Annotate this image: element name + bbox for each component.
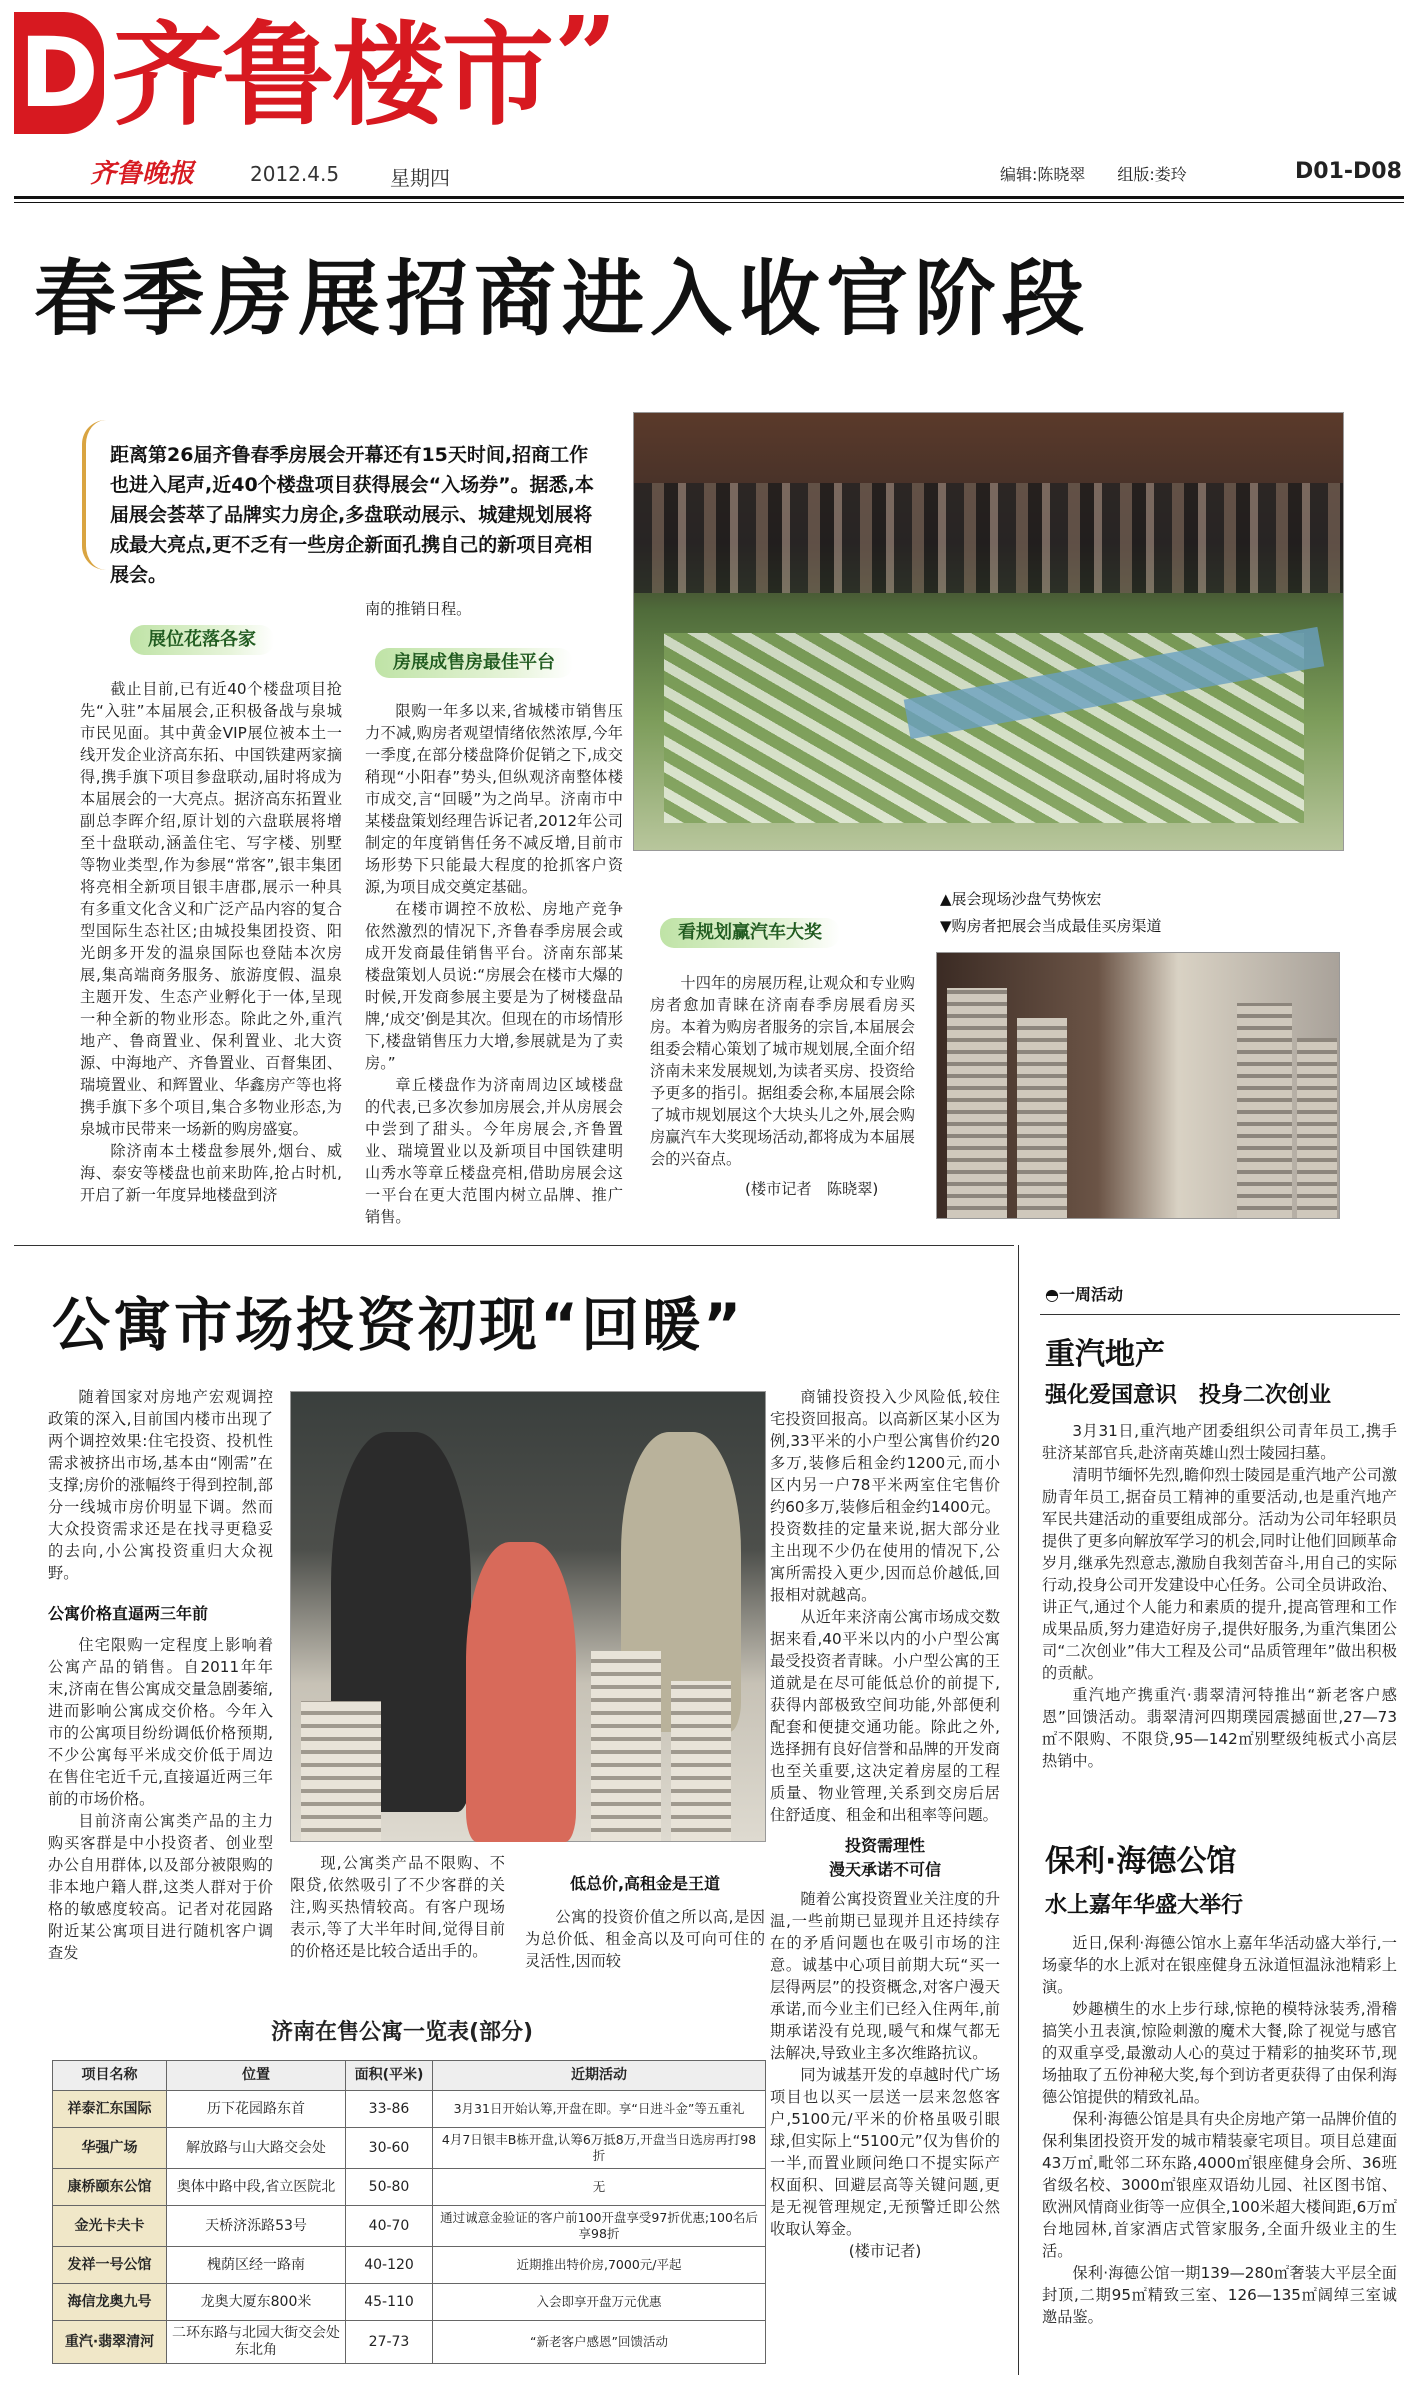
table-row [53,2091,766,2128]
building-model [671,1681,731,1841]
table-row [53,2284,766,2321]
table-row [53,2321,766,2364]
table-cell: “新老客户感恩”回馈活动 [433,2321,766,2364]
paragraph: 妙趣横生的水上步行球,惊艳的模特泳装秀,滑稽搞笑小丑表演,惊险刺激的魔术大餐,除了视觉与感官的双重享受,最激动人心的莫过于精彩的抽奖环节,现场抽取了五份神秘大奖,每个到访者更获得了由保利海德公馆提供的精致礼品。 [1042,2000,1397,2106]
table-cell: 无 [433,2169,766,2206]
table-header-cell: 项目名称 [53,2061,167,2091]
apartment-column-3 [525,1872,765,1972]
masthead-logo: D [14,12,104,134]
issue-weekday: 星期四 [390,166,450,190]
apartment-column-4 [770,1386,1000,2262]
sidebar-heading-2: 保利·海德公馆 [1045,1844,1237,1879]
table-header-cell: 面积(平米) [346,2061,433,2091]
paragraph: 商铺投资投入少风险低,较住宅投资回报高。以高新区某小区为例,33平米的小户型公寓售价约20多万,装修后租金约1200元,而小区内另一户78平米两室住宅售价约60多万,装修后租金约1400元。投资数挂的定量来说,据大部分业主出现不少仍在使用的情况下,公寓所需投入更少,因而总价越低,回报相对就越高。 [770,1388,1000,1604]
section-tag-car-prize: 看规划赢汽车大奖 [660,918,840,948]
table-cell: 40-120 [346,2247,433,2284]
top-column-1 [80,678,342,1206]
sidebar-tag [1045,1283,1123,1307]
lead-brace-decoration [82,420,106,570]
paragraph: 近日,保利·海德公馆水上嘉年华活动盛大举行,一场豪华的水上派对在银座健身五泳道恒温泳池精彩上演。 [1042,1934,1397,1996]
paragraph: 保利·海德公馆是具有央企房地产第一品牌价值的保利集团投资开发的城市精装豪宅项目。项目总建面43万㎡,毗邻二环东路,4000㎡银座健身会所、36班省级名校、3000㎡银座双语幼儿园、社区图书馆、欧洲风情商业街等一应俱全,100米超大楼间距,6万㎡台地园林,首家酒店式管家服务,全面升级业主的生活。 [1042,2110,1397,2260]
table-cell: 槐荫区经一路南 [167,2247,346,2284]
paragraph: 除济南本土楼盘参展外,烟台、威海、泰安等楼盘也前来助阵,抢占时机,开启了新一年度异地楼盘到济 [80,1142,342,1204]
sidebar-story-1 [1042,1420,1397,1772]
subheading-promises: 漫天承诺不可信 [828,1860,941,1879]
table-cell: 天桥济泺路53号 [167,2206,346,2247]
table-cell: 历下花园路东首 [167,2091,346,2128]
paragraph: 截止目前,已有近40个楼盘项目抢先“入驻”本届展会,正积极备战与泉城市民见面。其中黄金VIP展位被本土一线开发企业济高东拓、中国铁建两家摘得,携手旗下项目参盘联动,届时将成为本届展会的一大亮点。据济高东拓置业副总李晖介绍,原计划的六盘联展将增至十盘联动,涵盖住宅、写字楼、别墅等物业类型,作为参展“常客”,银丰集团将亮相全新项目银丰唐郡,展示一种具有多重文化含义和广泛产品内容的复合型国际生态社区;由城投集团投资、阳光朗多开发的温泉国际也登陆本次房展,集高端商务服务、旅游度假、温泉主题开发、生态产业孵化于一体,呈现一种全新的物业形态。除此之外,重汽地产、鲁商置业、保利置业、北大资源、中海地产、齐鲁置业、百督集团、瑞境置业、和辉置业、华鑫房产等也将携手旗下多个项目,集合多物业形态,为泉城市民带来一场新的购房盛宴。 [80,680,342,1138]
sidebar-heading-1: 重汽地产 [1045,1337,1165,1372]
sidebar-divider [1040,1314,1400,1315]
subheading-rational: 投资需理性 [844,1836,925,1855]
sidebar-subheading-2: 水上嘉年华盛大举行 [1045,1893,1244,1918]
table-cell: 重汽·翡翠清河 [53,2321,167,2364]
paragraph: 同为诚基开发的卓越时代广场项目也以买一层送一层来忽悠客户,5100元/平米的价格虽吸引眼球,但实际上“5100元”仅为售价的一半,而置业顾问绝口不提实际产权面积、回避层高等关键问题,更是无视管理规定,无预警迁即公然收取认筹金。 [770,2066,1000,2238]
masthead-title: 齐鲁楼市 [112,11,552,141]
paragraph: 住宅限购一定程度上影响着公寓产品的销售。自2011年年末,济南在售公寓成交量急剧萎缩,进而影响公寓成交价格。今年入市的公寓项目纷纷调低价格预期,不少公寓每平米成交价低于周边在售住宅近千元,直接逼近两三年前的市场价格。 [48,1636,273,1808]
apartment-column-1 [48,1386,273,1964]
sidebar-tag-icon: ◓ [1045,1285,1059,1304]
editor-credit: 编辑:陈晓翠 组版:娄玲 [1000,165,1187,184]
paragraph: 限购一年多以来,省城楼市销售压力不减,购房者观望情绪依然浓厚,今年一季度,在部分楼盘降价促销之下,成交稍现“小阳春”势头,但纵观济南整体楼市成交,言“回暖”为之尚早。济南市中某楼盘策划经理告诉记者,2012年公司制定的年度销售任务不减反增,目前市场形势下只能最大程度的抢抓客户资源,为项目成交奠定基础。 [365,702,623,896]
crowd-figure [634,483,1343,593]
byline: (楼市记者 陈晓翠) [745,1180,879,1198]
paragraph: 重汽地产携重汽·翡翠清河特推出“新老客户感恩”回馈活动。翡翠清河四期璞园震撼面世,27—73㎡不限购、不限贷,95—142㎡别墅级纯板式小高层热销中。 [1042,1686,1397,1770]
top-column-2 [365,700,623,1228]
expo-sandtable-photo [633,412,1344,851]
sidebar-tag-label: 一周活动 [1058,1285,1123,1304]
table-cell: 祥泰汇东国际 [53,2091,167,2128]
header-rule [14,196,1404,199]
section-tag-booths: 展位花落各家 [130,625,274,655]
table-cell: 康桥颐东公馆 [53,2169,167,2206]
masthead [14,0,1404,160]
person-figure [466,1542,576,1842]
dateline [90,160,1405,188]
paragraph: 现,公寓类产品不限购、不限贷,依然吸引了不少客群的关注,购买热情较高。有客户现场表示,等了大半年时间,觉得目前的价格还是比较合适出手的。 [290,1854,505,1960]
paragraph: 十四年的房展历程,让观众和专业购房者愈加青睐在济南春季房展看房买房。本着为购房者服务的宗旨,本届展会组委会精心策划了城市规划展,全面介绍济南未来发展规划,为读者买房、投资给予更多的指引。据组委会称,本届展会除了城市规划展这个大块头儿之外,展会购房赢汽车大奖现场活动,都将成为本届展会的兴奋点。 [650,974,915,1168]
table-cell: 27-73 [346,2321,433,2364]
building-model [1237,1003,1292,1218]
paragraph: 从近年来济南公寓市场成交数据来看,40平米以内的小户型公寓最受投资者青睐。小户型公寓的王道就是在尽可能低总价的前提下,获得内部极致空间功能,外部便利配套和便捷交通功能。除此之外,选择拥有良好信誉和品牌的开发商也至关重要,这决定着房屋的工程质量、物业管理,关系到交房后居住舒适度、租金和出租率等问题。 [770,1608,1000,1824]
building-model [1017,1018,1067,1218]
table-cell: 通过诚意金验证的客户前100开盘享受97折优惠;100名后享98折 [433,2206,766,2247]
paragraph: 目前济南公寓类产品的主力购买客群是中小投资者、创业型办公自用群体,以及部分被限购的非本地户籍人群,这类人群对于价格的敏感度较高。记者对花园路附近某公寓项目进行随机客户调查发 [48,1812,273,1962]
lead-paragraph: 距离第26届齐鲁春季房展会开幕还有15天时间,招商工作也进入尾声,近40个楼盘项目获得展会“入场券”。据悉,本届展会荟萃了品牌实力房企,多盘联动展示、城建规划展将成最大亮点,更不乏有一些房企新面孔携自己的新项目亮相展会。 [110,444,594,586]
building-model [591,1651,661,1841]
table-cell: 33-86 [346,2091,433,2128]
table-cell: 40-70 [346,2206,433,2247]
column-divider [1018,1245,1019,2375]
table-cell: 3月31日开始认筹,开盘在即。享“日进斗金”等五重礼 [433,2091,766,2128]
table-cell: 解放路与山大路交会处 [167,2128,346,2169]
photo-caption-2: ▼购房者把展会当成最佳买房渠道 [940,917,1162,935]
table-title: 济南在售公寓一览表(部分) [270,2020,534,2045]
table-cell: 30-60 [346,2128,433,2169]
sidebar-subheading-1: 强化爱国意识 投身二次创业 [1045,1383,1332,1408]
building-model [947,988,1007,1218]
main-headline: 春季房展招商进入收官阶段 [34,252,1091,347]
masthead-quote-mark: ” [554,0,618,121]
table-header-cell: 近期活动 [433,2061,766,2091]
paragraph: 保利·海德公馆一期139—280㎡奢装大平层全面封顶,二期95㎡精致三室、126—135㎡阔绰三室诚邀品鉴。 [1042,2264,1397,2326]
table-row [53,2247,766,2284]
table-cell: 龙奥大厦东800米 [167,2284,346,2321]
table-cell: 45-110 [346,2284,433,2321]
table-header-cell: 位置 [167,2061,346,2091]
table-row [53,2128,766,2169]
photo-caption-1: ▲展会现场沙盘气势恢宏 [940,890,1102,908]
table-cell: 4月7日银丰B栋开盘,认筹6万抵8万,开盘当日选房再打98折 [433,2128,766,2169]
page-range: D01-D08 [1295,159,1402,184]
top-column-3 [650,972,915,1170]
table-cell: 入会即享开盘万元优惠 [433,2284,766,2321]
apartment-headline: 公寓市场投资初现“回暖” [52,1291,745,1359]
paragraph: 清明节缅怀先烈,瞻仰烈士陵园是重汽地产公司激励青年员工,据奋员工精神的重要活动,也是重汽地产军民共建活动的重要组成部分。活动为公司年轻职员提供了更多向解放军学习的机会,同时让他们回顾革命岁月,继承先烈意志,激励自我刻苦奋斗,用自己的实际行动,投身公司开发建设中心任务。公司全员讲政治、讲正气,通过个人能力和素质的提升,提高管理和工作成果品质,努力建造好房子,提供好服务,为重汽集团公司“二次创业”伟大工程及公司“品质管理年”做出积极的贡献。 [1042,1466,1397,1682]
table-row [53,2169,766,2206]
newspaper-brand: 齐鲁晚报 [90,159,195,189]
sidebar-story-2 [1042,1932,1397,2328]
apartment-buyers-photo [290,1391,766,1842]
building-model [1297,1038,1337,1218]
paragraph: 公寓的投资价值之所以高,是因为总价低、租金高以及可向可住的灵活性,因而较 [525,1908,765,1970]
paragraph: 随着国家对房地产宏观调控政策的深入,目前国内楼市出现了两个调控效果:住宅投资、投机性需求被挤出市场,基本由“刚需”在支撑;房价的涨幅终于得到控制,部分一线城市房价明显下调。然而大众投资需求还是在找寻更稳妥的去向,小公寓投资重归大众视野。 [48,1388,273,1582]
paragraph: 章丘楼盘作为济南周边区域楼盘的代表,已多次参加房展会,并从房展会中尝到了甜头。今年房展会,齐鲁置业、瑞境置业以及新项目中国铁建明山秀水等章丘楼盘亮相,借助房展会这一平台在更大范围内树立品牌、推广销售。 [365,1076,623,1226]
apartment-table [52,2060,766,2364]
top-column-2-carry: 南的推销日程。 [365,600,472,618]
section-divider [14,1245,1014,1246]
section-tag-sales-platform: 房展成售房最佳平台 [375,648,573,678]
building-model [301,1701,381,1841]
table-cell: 金光卡夫卡 [53,2206,167,2247]
table-cell: 发祥一号公馆 [53,2247,167,2284]
table-header-row [53,2061,766,2091]
table-cell: 华强广场 [53,2128,167,2169]
paragraph: 在楼市调控不放松、房地产竞争依然激烈的情况下,齐鲁春季房展会或成开发商最佳销售平台。济南东部某楼盘策划人员说:“房展会在楼市大爆的时候,开发商参展主要是为了树楼盘品牌,‘成交’倒是其次。但现在的市场情形下,楼盘销售压力大增,参展就是为了卖房。” [365,900,623,1072]
table-cell: 奥体中路中段,省立医院北 [167,2169,346,2206]
apartment-table-wrap [52,2060,766,2364]
paragraph: 随着公寓投资置业关注度的升温,一些前期已显现并且还持续存在的矛盾问题也在吸引市场的注意。诚基中心项目前期大玩“买一层得两层”的投资概念,对客户漫天承诺,而今业主们已经入住两年,前期承诺没有兑现,暖气和煤气都无法解决,导致业主多次维路抗议。 [770,1890,1000,2062]
byline: (楼市记者) [848,2242,922,2260]
subheading-rent: 低总价,高租金是王道 [569,1874,721,1893]
table-cell: 海信龙奥九号 [53,2284,167,2321]
apartment-column-2 [290,1852,505,1962]
table-cell: 二环东路与北园大街交会处东北角 [167,2321,346,2364]
subheading-price: 公寓价格直逼两三年前 [48,1604,209,1623]
header-rule-thin [14,202,1404,203]
table-cell: 近期推出特价房,7000元/平起 [433,2247,766,2284]
issue-date: 2012.4.5 [250,162,340,186]
paragraph: 3月31日,重汽地产团委组织公司青年员工,携手驻济某部官兵,赴济南英雄山烈士陵园扫墓。 [1042,1422,1397,1462]
table-row [53,2206,766,2247]
table-cell: 50-80 [346,2169,433,2206]
buyers-model-photo [936,952,1340,1219]
